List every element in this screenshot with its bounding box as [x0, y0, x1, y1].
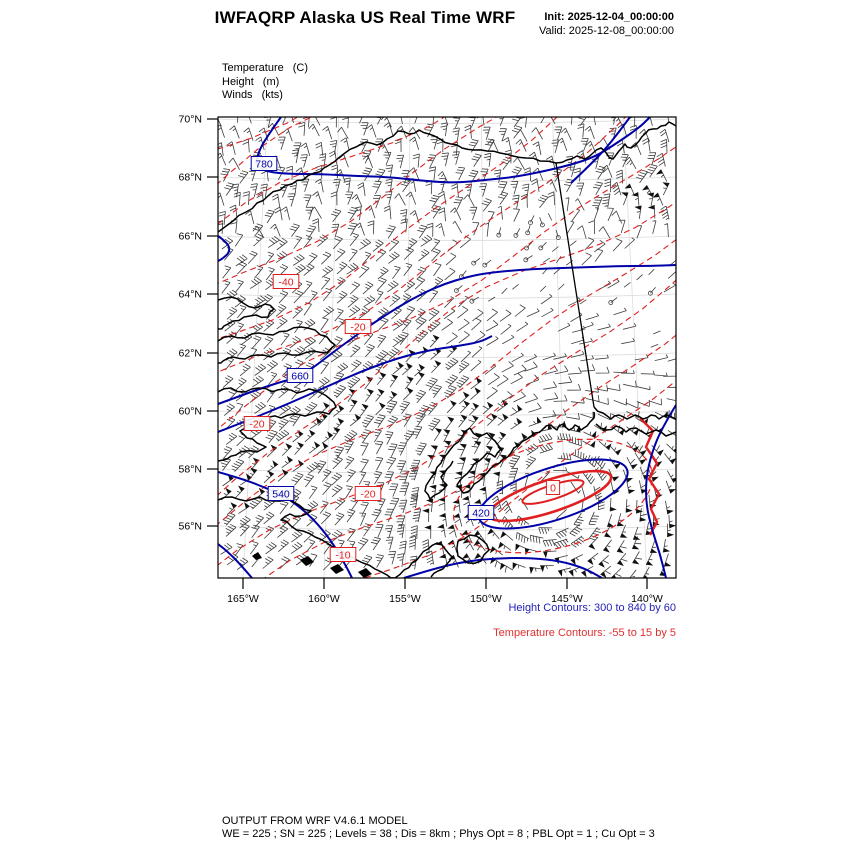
valid-time: Valid: 2025-12-08_00:00:00 — [539, 25, 674, 37]
lon-tick-label: 160°W — [308, 593, 340, 605]
temperature-contour-note: Temperature Contours: -55 to 15 by 5 — [493, 627, 676, 639]
lat-tick-label: 60°N — [178, 405, 202, 418]
svg-text:0: 0 — [550, 482, 556, 495]
model-output-line: OUTPUT FROM WRF V4.6.1 MODEL — [222, 815, 408, 827]
height-contour-label — [251, 157, 277, 171]
svg-text:-20: -20 — [350, 321, 366, 334]
island — [252, 552, 262, 560]
legend-name: Winds — [222, 89, 253, 101]
lon-tick-label: 155°W — [389, 593, 421, 605]
wind-barbs — [211, 109, 681, 582]
lon-tick-label: 150°W — [470, 593, 502, 605]
svg-text:-10: -10 — [335, 549, 351, 562]
lon-tick-label: 145°W — [551, 593, 583, 605]
svg-text:780: 780 — [255, 158, 273, 171]
legend-unit: (C) — [292, 62, 309, 74]
lat-tick-label: 58°N — [178, 463, 202, 476]
svg-text:-20: -20 — [360, 488, 376, 501]
lat-tick-label: 68°N — [178, 171, 202, 184]
model-config-line: WE = 225 ; SN = 225 ; Levels = 38 ; Dis = 8km ; Phys Opt = 8 ; PBL Opt = 1 ; Cu Opt = 3 — [222, 828, 655, 840]
height-contour-label — [287, 369, 313, 383]
legend-unit: (m) — [262, 75, 280, 88]
svg-text:420: 420 — [472, 507, 490, 520]
height-contour-label — [268, 487, 294, 501]
legend-unit: (kts) — [261, 89, 283, 101]
svg-text:-40: -40 — [278, 276, 294, 289]
svg-text:660: 660 — [291, 370, 309, 383]
init-time: Init: 2025-12-04_00:00:00 — [544, 11, 674, 23]
temp-contour-label — [273, 275, 299, 289]
temp-contour-label — [345, 320, 371, 334]
lat-tick-label: 66°N — [178, 230, 202, 243]
legend-name: Height — [222, 75, 254, 88]
temp-contour-label — [546, 481, 559, 495]
lon-tick-label: 140°W — [631, 593, 663, 605]
height-contour-label — [468, 506, 494, 520]
temp-contour-label — [330, 548, 356, 562]
lat-tick-label: 64°N — [178, 288, 202, 301]
svg-text:540: 540 — [272, 488, 290, 501]
legend-name: Temperature — [222, 62, 284, 74]
lat-tick-label: 70°N — [178, 113, 202, 126]
lon-tick-label: 165°W — [227, 593, 259, 605]
svg-text:-20: -20 — [249, 418, 265, 431]
page-title: IWFAQRP Alaska US Real Time WRF — [214, 8, 516, 27]
temp-contour-label — [244, 417, 270, 431]
lat-tick-label: 56°N — [178, 520, 202, 533]
alaska-canada-border — [556, 163, 594, 407]
height-contour-note: Height Contours: 300 to 840 by 60 — [508, 602, 676, 614]
temp-contour-label — [355, 487, 381, 501]
lat-tick-label: 62°N — [178, 347, 202, 360]
island — [330, 564, 344, 574]
